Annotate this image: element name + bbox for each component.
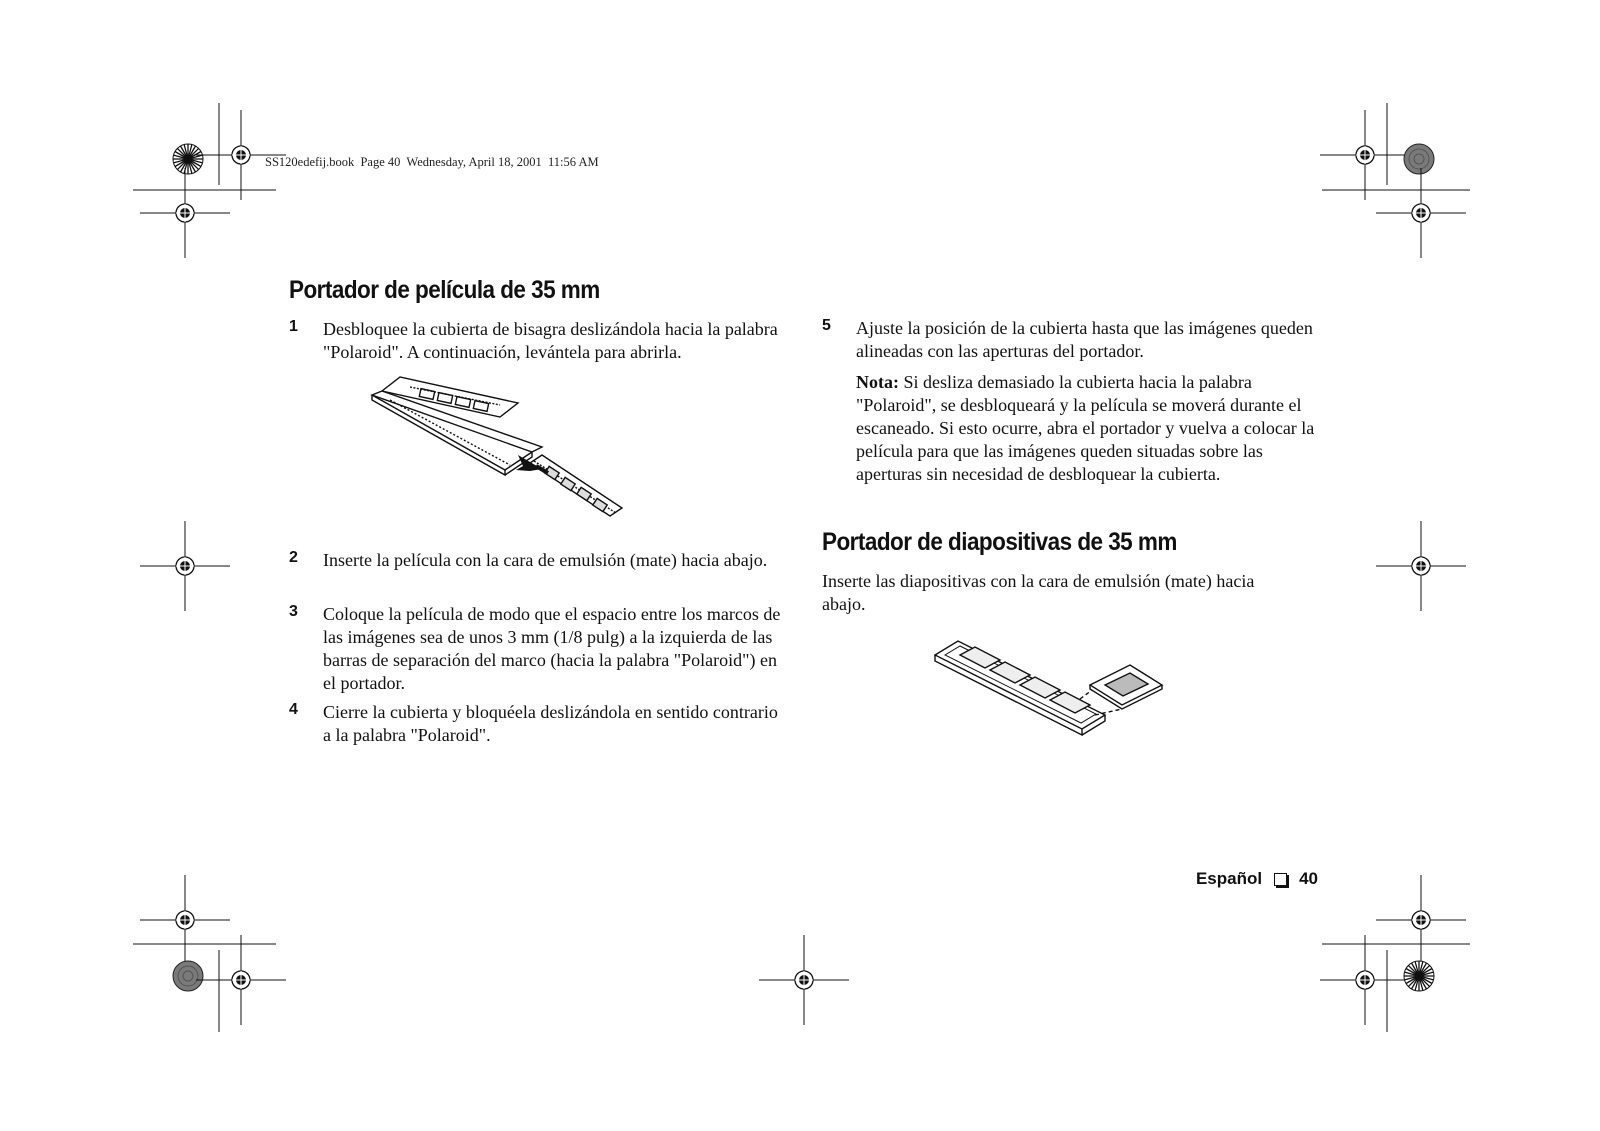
page-footer [1196, 869, 1318, 889]
film-holder-illustration [370, 375, 640, 530]
note-paragraph [856, 371, 1326, 486]
section-title-film-holder: Portador de película de 35 mm [289, 276, 600, 304]
step-number: 3 [289, 603, 298, 620]
step-number: 5 [822, 317, 831, 334]
step-text: Inserte la película con la cara de emulsión (mate) hacia abajo. [323, 550, 768, 570]
step-number: 1 [289, 318, 298, 335]
slide-holder-illustration [930, 635, 1170, 750]
section-title-slide-holder: Portador de diapositivas de 35 mm [822, 528, 1177, 556]
step-text: Cierre la cubierta y bloquéela deslizándola en sentido contrario a la palabra "Polaroid". [323, 702, 778, 745]
note-label: Nota: [856, 372, 899, 392]
note-text: Si desliza demasiado la cubierta hacia la palabra "Polaroid", se desbloqueará y la película se moverá durante el escaneado. Si esto ocurre, abra el portador y vuelva a colocar la película para que las imágenes queden situadas sobre las aperturas sin necesidad de desbloquear la cubierta. [856, 372, 1315, 484]
step-number: 4 [289, 701, 298, 718]
footer-language: Español [1195, 869, 1263, 888]
page-number: 40 [1299, 869, 1318, 888]
step-text: Coloque la película de modo que el espacio entre los marcos de las imágenes sea de unos 3 mm (1/8 pulg) a la izquierda de las barras de separación del marco (hacia la palabra "Polaroid") en el portador. [323, 604, 781, 693]
slide-intro-paragraph: Inserte las diapositivas con la cara de emulsión (mate) hacia abajo. [822, 571, 1255, 614]
step-text: Ajuste la posición de la cubierta hasta que las imágenes queden alineadas con las aperturas del portador. [856, 318, 1313, 361]
step-text: Desbloquee la cubierta de bisagra deslizándola hacia la palabra "Polaroid". A continuación, levántela para abrirla. [323, 319, 778, 362]
step-number: 2 [289, 549, 298, 566]
checkbox-square-icon [1274, 873, 1287, 886]
book-meta-header: SS120edefij.book Page 40 Wednesday, April 18, 2001 11:56 AM [265, 155, 599, 169]
